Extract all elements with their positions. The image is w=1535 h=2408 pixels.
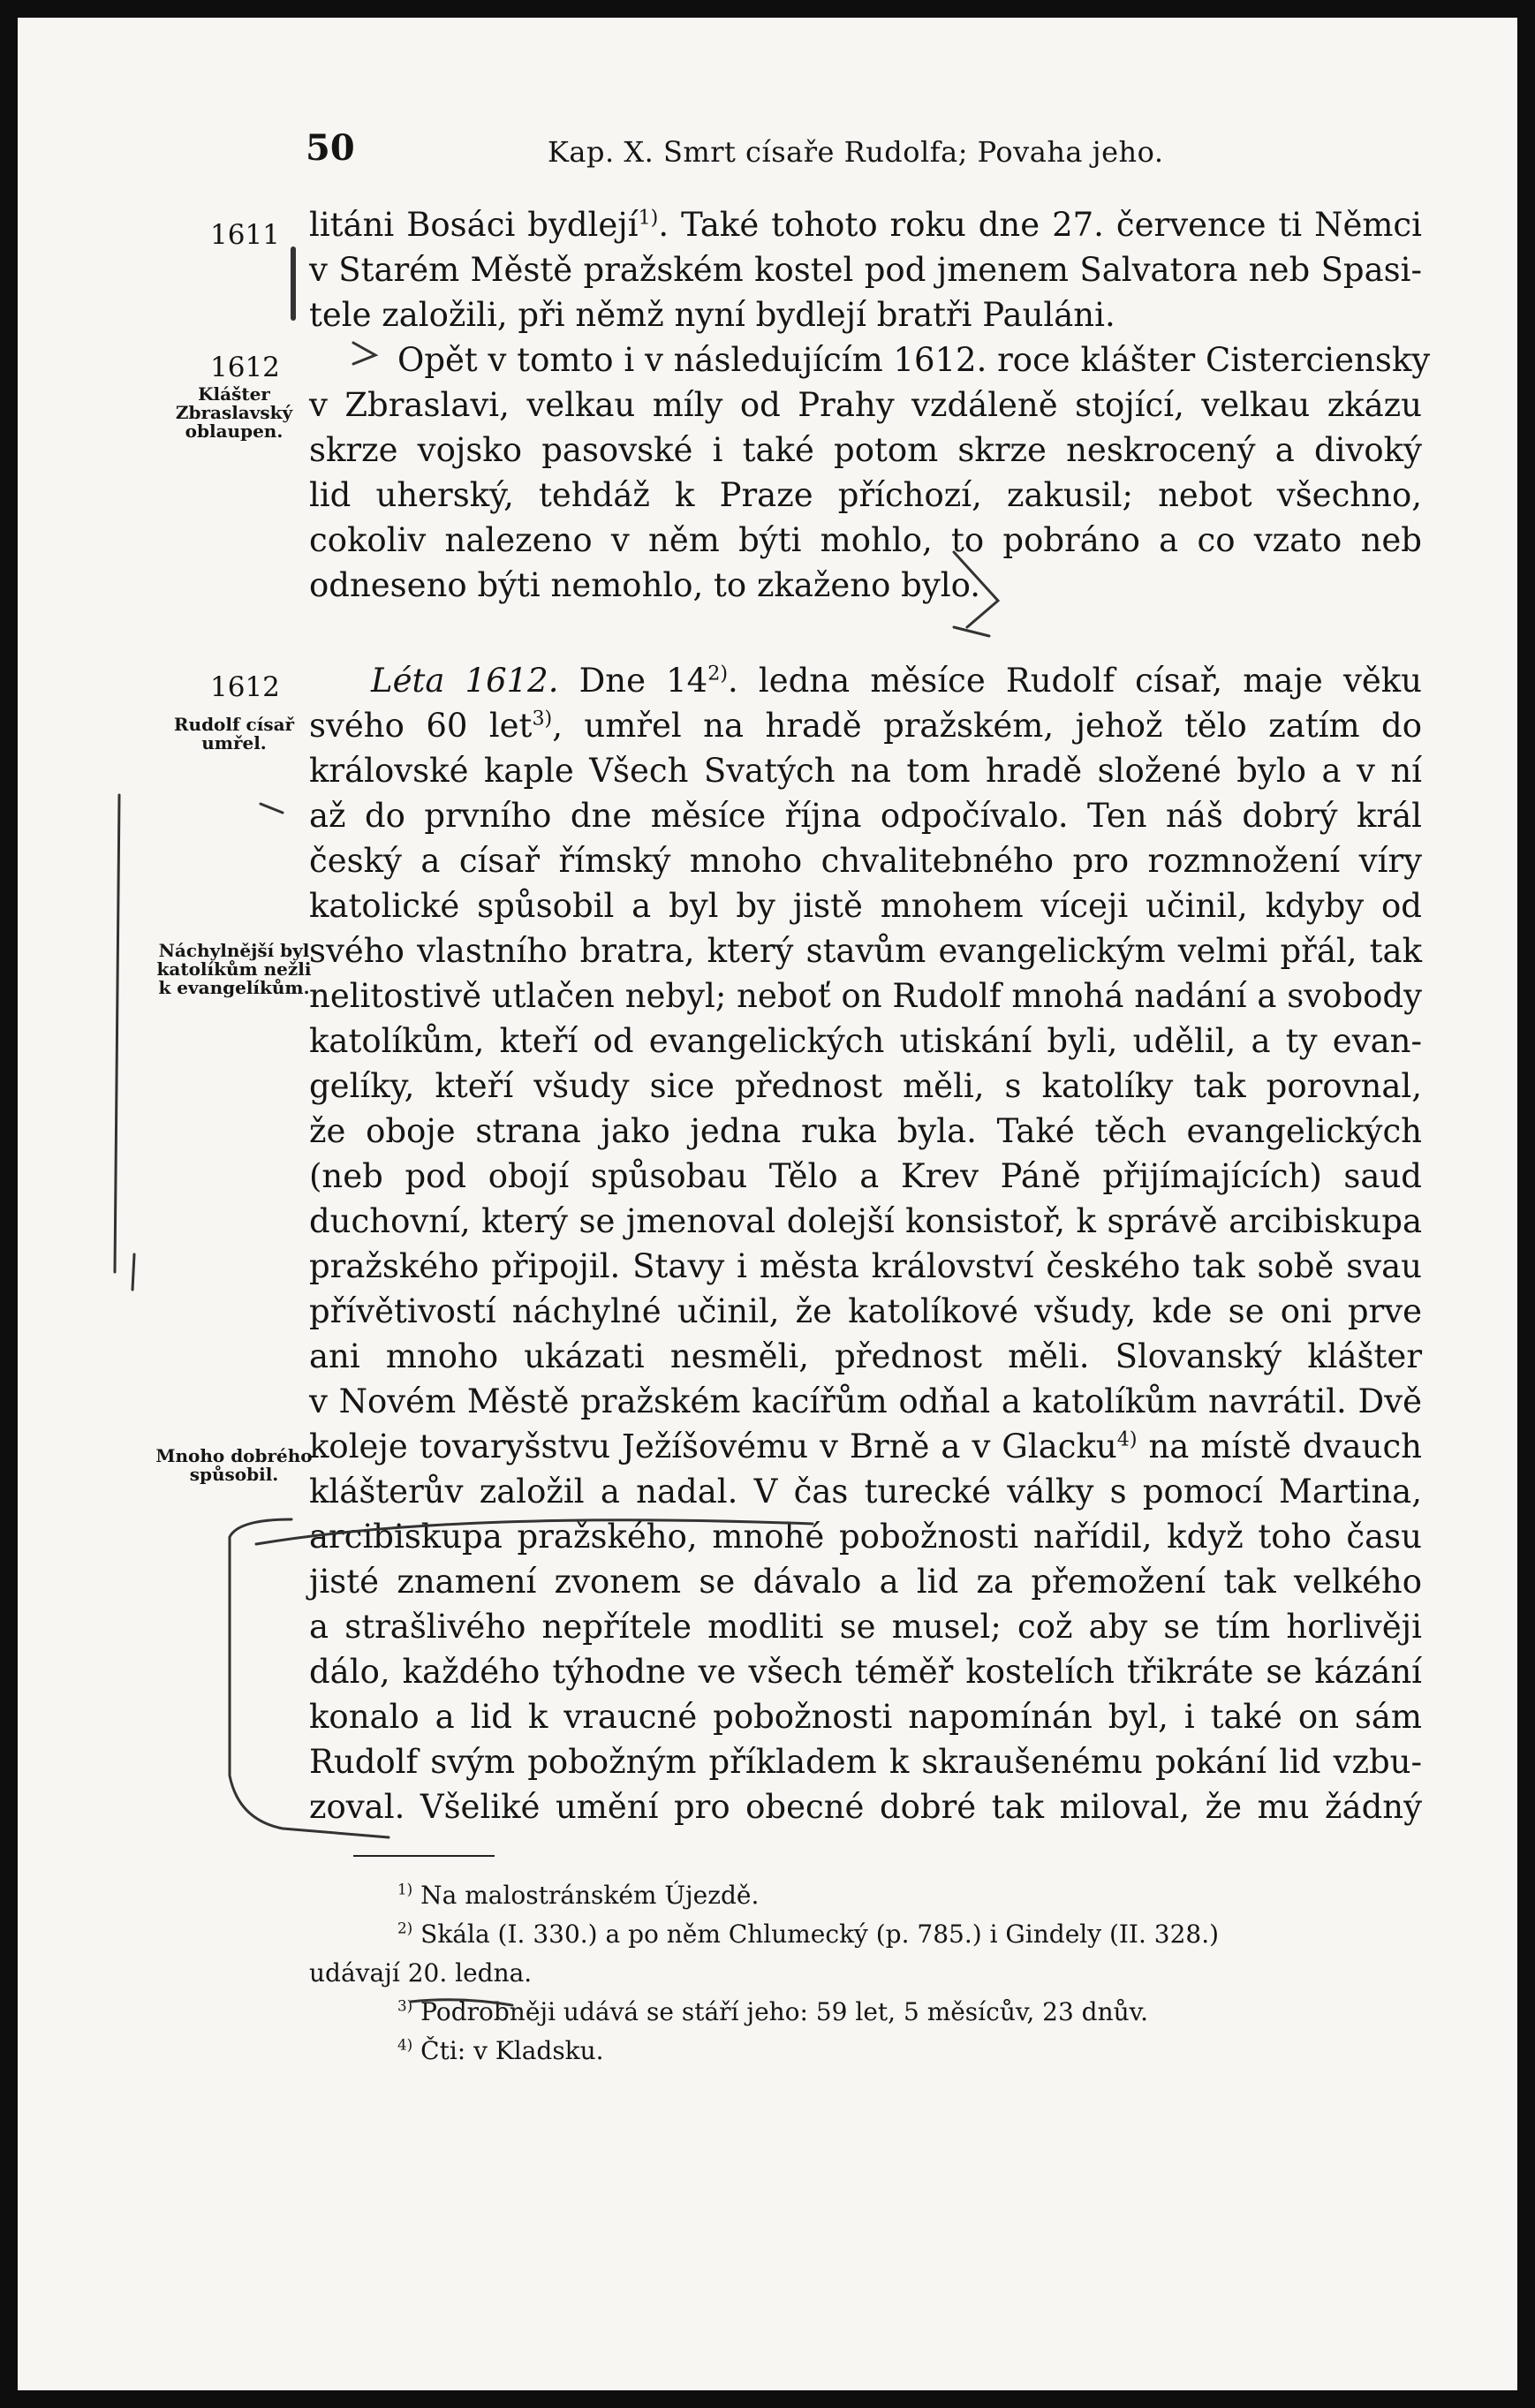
text-line: v Novém Městě pražském kacířům odňal a katolíkům navrátil. Dvě bbox=[309, 1382, 1422, 1420]
text-line: Léta 1612. Dne 14$^{2)}$. ledna měsíce Rudolf císař, maje věku bbox=[371, 662, 1422, 700]
text-line: katolické spůsobil a byl by jistě mnohem víceji učinil, kdyby od bbox=[309, 887, 1422, 925]
footnote: $^{4)}$ Čti: v Kladsku. bbox=[397, 2035, 604, 2065]
text-line: gelíky, kteří všudy sice přednost měli, s katolíky tak porovnal, bbox=[309, 1067, 1422, 1105]
text-line: klášterův založil a nadal. V čas turecké války s pomocí Martina, bbox=[309, 1473, 1422, 1511]
margin-note: Klášter Zbraslavský oblaupen. bbox=[175, 383, 293, 442]
text-line: že oboje strana jako jedna ruka byla. Také těch evangelických bbox=[309, 1112, 1422, 1150]
footnote: $^{3)}$ Podrobněji udává se stáří jeho: 59 let, 5 měsícův, 23 dnův. bbox=[397, 1996, 1149, 2026]
margin-note: Rudolf císař umřel. bbox=[173, 714, 295, 753]
text-line: nelitostivě utlačen nebyl; neboť on Rudolf mnohá nadání a svobody bbox=[309, 977, 1422, 1015]
pencil-line-left-1 bbox=[115, 795, 119, 1272]
text-line: lid uherský, tehdáž k Praze příchozí, zakusil; nebot všechno, bbox=[309, 476, 1422, 514]
text-line: český a císař římský mnoho chvalitebného pro rozmnožení víry bbox=[309, 842, 1422, 880]
text-line: cokoliv nalezeno v něm býti mohlo, to pobráno a co vzato neb bbox=[309, 521, 1422, 559]
text-line: až do prvního dne měsíce října odpočívalo. Ten náš dobrý král bbox=[309, 797, 1422, 835]
pencil-line-left-2 bbox=[132, 1254, 134, 1290]
text-line: královské kaple Všech Svatých na tom hradě složené bylo a v ní bbox=[309, 752, 1422, 790]
page-number: 50 bbox=[306, 127, 355, 169]
text-line: svého 60 let$^{3)}$, umřel na hradě pražském, jehož tělo zatím do bbox=[309, 707, 1422, 745]
running-head: Kap. X. Smrt císaře Rudolfa; Povaha jeho. bbox=[548, 135, 1164, 169]
pencil-caret-1612 bbox=[353, 343, 375, 364]
text-line: ani mnoho ukázati nesměli, přednost měli. Slovanský klášter bbox=[309, 1337, 1422, 1375]
margin-year: 1612 bbox=[210, 352, 280, 383]
margin-year: 1612 bbox=[210, 671, 280, 703]
text-line: konalo a lid k vraucné pobožnosti napomínán byl, i také on sám bbox=[309, 1698, 1422, 1736]
text-line: a strašlivého nepřítele modliti se musel; což aby se tím horlivěji bbox=[309, 1608, 1422, 1646]
text-line: skrze vojsko pasovské i také potom skrze neskrocený a divoký bbox=[309, 431, 1422, 469]
margin-note: Mnoho dobrého spůsobil. bbox=[155, 1445, 313, 1485]
text-line: pražského připojil. Stavy i města království českého tak sobě svau bbox=[309, 1247, 1422, 1285]
margin-note: Náchylnější byl katolíkům nežli k evangelíkům. bbox=[156, 940, 312, 998]
footnote: $^{2)}$ Skála (I. 330.) a po něm Chlumecký (p. 785.) i Gindely (II. 328.) bbox=[397, 1919, 1220, 1949]
text-line: jisté znamení zvonem se dávalo a lid za přemožení tak velkého bbox=[309, 1563, 1422, 1601]
text-line: katolíkům, kteří od evangelických utiskání byli, udělil, a ty evan- bbox=[309, 1022, 1422, 1060]
text-line: svého vlastního bratra, který stavům evangelickým velmi přál, tak bbox=[309, 932, 1422, 970]
text-line: dálo, každého týhodne ve všech téměř kostelích třikráte se kázání bbox=[309, 1653, 1422, 1691]
text-line: (neb pod obojí spůsobau Tělo a Krev Páně přijímajících) saud bbox=[309, 1157, 1422, 1195]
text-line: arcibiskupa pražského, mnohé pobožnosti nařídil, když toho času bbox=[309, 1518, 1422, 1556]
text-line: koleje tovaryšstvu Ježíšovému v Brně a v Glacku$^{4)}$ na místě dvauch bbox=[309, 1427, 1422, 1465]
text-line: odneseno býti nemohlo, to zkaženo bylo. bbox=[309, 566, 980, 604]
text-line: tele založili, při němž nyní bydlejí bratři Pauláni. bbox=[309, 296, 1115, 334]
footnote: $^{1)}$ Na malostránském Újezdě. bbox=[397, 1880, 760, 1910]
text-line: Rudolf svým pobožným příkladem k skraušenému pokání lid vzbu- bbox=[309, 1743, 1422, 1781]
text-line: duchovní, který se jmenoval dolejší konsistoř, k správě arcibiskupa bbox=[309, 1202, 1422, 1240]
footnote-continuation: udávají 20. ledna. bbox=[309, 1958, 533, 1988]
text-line: Opět v tomto i v následujícím 1612. roce klášter Cisterciensky bbox=[397, 341, 1431, 379]
text-line: litáni Bosáci bydlejí$^{1)}$. Také tohoto roku dne 27. července ti Němci bbox=[309, 206, 1422, 244]
text-line: v Zbraslavi, velkau míly od Prahy vzdáleně stojící, velkau zkázu bbox=[309, 386, 1422, 424]
pencil-dash-margin bbox=[261, 804, 283, 813]
margin-year: 1611 bbox=[210, 219, 280, 251]
text-line: v Starém Městě pražském kostel pod jmenem Salvatora neb Spasi- bbox=[309, 251, 1422, 289]
book-page bbox=[18, 18, 1517, 2390]
footnote-rule bbox=[353, 1855, 495, 1857]
text-line: zoval. Všeliké umění pro obecné dobré tak miloval, že mu žádný bbox=[309, 1788, 1422, 1826]
text-line: přívětivostí náchylné učinil, že katolíkové všudy, kde se oni prve bbox=[309, 1292, 1422, 1330]
